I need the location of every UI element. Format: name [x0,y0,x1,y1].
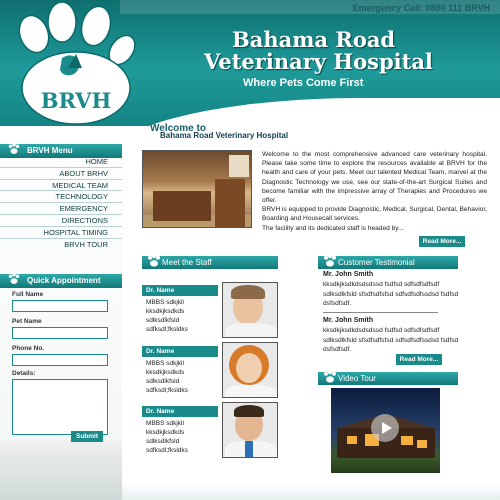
site-tagline: Where Pets Come First [243,77,364,89]
paw-icon [7,272,21,286]
welcome-paragraph-3: The facility and its dedicated staff is headed by... [262,224,404,232]
staff-detail-line: sdfksdl;fksldks [146,387,188,394]
testimonial-text: kksdkjksdkdsdsdssd fsdfsd sdfsdfsdfsdf sdlksdlkfsld sfsdfsdfsfsd sdfsdfsdfssdsd fsdfsd dsfsdfsdf. [323,327,459,354]
paw-icon [146,253,162,269]
testimonial-divider [323,312,438,313]
welcome-paragraph-1: Welcome to the most comprehensive advanced care veterinary hospital. Please take some time to explore the resources available at BRVH for the health and care of your pets. Meet our talented Medical Team, marvel at the Diagnostic Technology we use, see our state-of-the-art Surgical Suites and become familiar with the impressive array of Therapies and Procedures we offer. [262,151,487,205]
full-name-input[interactable] [12,300,108,312]
staff-section-title: Meet the Staff [162,258,212,267]
welcome-paragraph-2: BRVH is equipped to provide Diagnostic, Medical, Surgical, Dental, Behavior, Boarding and Housecall services. [262,206,487,223]
full-name-label: Full Name [12,291,44,298]
staff-detail-line: kksdkjksdkds [146,308,185,315]
submit-button[interactable]: Submit [71,431,103,442]
staff-detail-line: sdlksdlkfsld [146,378,180,385]
site-title-line2: Veterinary Hospital [204,49,433,74]
menu-item-tour[interactable]: BRVH TOUR [64,239,108,249]
video-section-header [318,372,458,385]
menu-item-medical-team[interactable]: MEDICAL TEAM [0,180,122,192]
appointment-title: Quick Appointment [27,276,101,285]
staff-name-bar[interactable]: Dr. Name [142,285,218,296]
testimonial-text: kksdkjksdkdsdsdssd fsdfsd sdfsdfsdfsdf sdlksdlkfsld sfsdfsdfsfsd sdfsdfsdfssdsd fsdfsd dsfsdfsdf. [323,281,459,308]
menu-item-emergency[interactable]: EMERGENCY [0,203,122,215]
welcome-subtitle: Bahama Road Veterinary Hospital [160,131,289,140]
menu-item-home[interactable]: HOME [0,156,122,168]
footer [122,484,500,500]
testimonial-author: Mr. John Smith [323,317,374,324]
emergency-number[interactable]: 0800 111 BRVH [425,3,490,13]
staff-details [146,419,188,455]
video-tour-player[interactable] [331,388,440,473]
menu-item-hospital-timing[interactable]: HOSPITAL TIMING [0,227,122,239]
welcome-title: Welcome to [150,123,206,134]
testimonial-section-title: Customer Testimonial [338,258,415,267]
reception-photo [142,150,252,228]
pet-name-input[interactable] [12,327,108,339]
staff-name-bar[interactable]: Dr. Name [142,346,218,357]
details-label: Details: [12,370,36,377]
staff-details [146,298,188,334]
staff-detail-line: MBBS sdkjkll [146,299,184,306]
staff-section-header [142,256,278,269]
testimonial-section-header [318,256,458,269]
staff-photo [222,342,278,398]
emergency-contact [353,3,490,13]
appointment-header [0,274,122,288]
welcome-read-more-button[interactable]: Read More... [419,236,465,247]
appointment-form [0,288,122,435]
phone-label: Phone No. [12,345,45,352]
menu-item-directions[interactable]: DIRECTIONS [0,215,122,227]
site-title-line1: Bahama Road [232,27,396,52]
emergency-label: Emergency Call: [352,3,424,13]
staff-photo [222,402,278,458]
main-menu [0,156,122,250]
staff-detail-line: sdfksdl;fksldks [146,326,188,333]
staff-detail-line: MBBS sdkjkll [146,420,184,427]
menu-item-technology[interactable]: TECHNOLOGY [0,191,122,203]
staff-photo [222,282,278,338]
logo-text: BRVH [40,88,112,113]
play-icon[interactable] [371,414,399,442]
staff-detail-line: sdfksdl;fksldks [146,447,188,454]
staff-detail-line: MBBS sdkjkll [146,360,184,367]
menu-item-about[interactable]: ABOUT BRHV [0,168,122,180]
pet-name-label: Pet Name [12,318,42,325]
paw-icon [322,369,338,385]
sidebar-bottom-decoration [0,440,122,500]
staff-details [146,359,188,395]
staff-detail-line: kksdkjksdkds [146,429,185,436]
phone-input[interactable] [12,354,108,366]
staff-detail-line: sdlksdlkfsld [146,438,180,445]
testimonial-read-more-button[interactable]: Read More... [396,354,442,365]
staff-detail-line: kksdkjksdkds [146,369,185,376]
details-textarea[interactable] [12,379,108,435]
brvh-paw-logo[interactable] [0,0,140,128]
testimonial-author: Mr. John Smith [323,271,374,278]
video-section-title: Video Tour [338,374,376,383]
welcome-text [262,150,487,233]
staff-detail-line: sdlksdlkfsld [146,317,180,324]
paw-icon [322,253,338,269]
menu-title: BRVH Menu [27,146,73,155]
staff-name-bar[interactable]: Dr. Name [142,406,218,417]
header-wave [110,98,500,126]
paw-icon [7,142,21,156]
